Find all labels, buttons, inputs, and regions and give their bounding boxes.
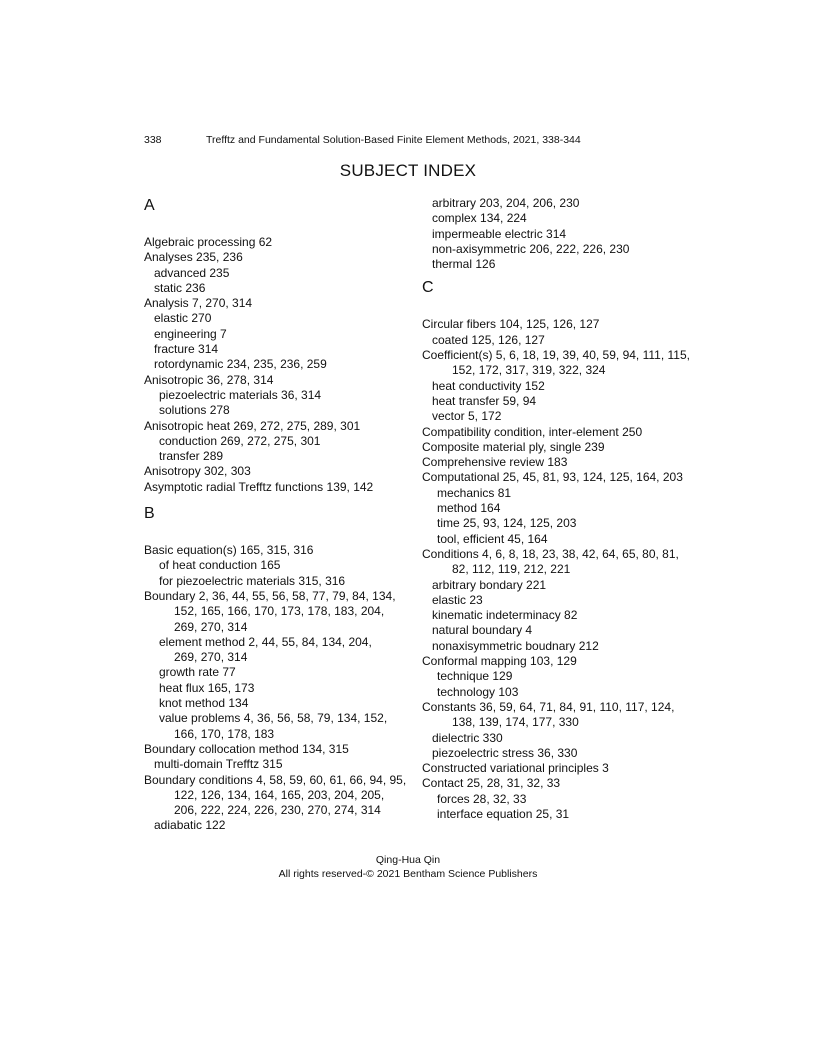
index-subentry: heat conductivity 152 xyxy=(432,378,545,393)
index-subentry: technology 103 xyxy=(437,684,519,699)
index-entry: Algebraic processing 62 xyxy=(144,235,273,249)
index-subentry: engineering 7 xyxy=(154,326,227,341)
index-subentry: complex 134, 224 xyxy=(432,211,527,226)
section-letter-b: B xyxy=(144,505,155,523)
index-column-right xyxy=(422,196,690,822)
index-entry: Anisotropy 302, 303 xyxy=(144,464,251,479)
index-subentry: elastic 270 xyxy=(154,311,212,326)
index-subentry: multi-domain Trefftz 315 xyxy=(154,757,283,772)
index-entry: Analysis 7, 270, 314 xyxy=(144,296,253,311)
page-title: SUBJECT INDEX xyxy=(339,161,477,180)
index-subentry: mechanics 81 xyxy=(437,485,512,500)
index-subentry: impermeable electric 314 xyxy=(432,226,567,241)
index-subentry: non-axisymmetric 206, 222, 226, 230 xyxy=(432,241,630,256)
index-subentry: elastic 23 xyxy=(432,592,483,607)
index-entry: Asymptotic radial Trefftz functions 139, 142 xyxy=(144,479,374,494)
index-subentry: adiabatic 122 xyxy=(154,818,226,833)
index-subentry: solutions 278 xyxy=(159,403,230,418)
page-number: 338 xyxy=(144,134,162,146)
index-subentry: advanced 235 xyxy=(154,265,230,280)
index-subentry: value problems 4, 36, 56, 58, 79, 134, 152, 166, 170, 178, 183 xyxy=(159,711,388,741)
index-subentry: nonaxisymmetric boudnary 212 xyxy=(432,638,599,653)
index-entry: Comprehensive review 183 xyxy=(422,455,568,470)
index-entry: Constants 36, 59, 64, 71, 84, 91, 110, 117, 124, 138, 139, 174, 177, 330 xyxy=(422,699,675,730)
running-title: Trefftz and Fundamental Solution-Based Finite Element Methods, 2021, 338-344 xyxy=(206,134,581,146)
index-entry: Anisotropic heat 269, 272, 275, 289, 301 xyxy=(144,418,361,433)
index-entry: Conformal mapping 103, 129 xyxy=(422,654,577,669)
index-entry: Boundary 2, 36, 44, 55, 56, 58, 77, 79, 84, 134, 152, 165, 166, 170, 173, 178, 183, 204, 269, 270, 314 xyxy=(144,588,396,634)
index-column-left xyxy=(144,196,407,834)
index-subentry: tool, efficient 45, 164 xyxy=(437,531,548,546)
index-subentry: vector 5, 172 xyxy=(432,409,502,424)
section-letter-a: A xyxy=(144,197,155,214)
index-entry: Analyses 235, 236 xyxy=(144,250,243,265)
index-entry: Boundary collocation method 134, 315 xyxy=(144,741,349,756)
index-entry: Boundary conditions 4, 58, 59, 60, 61, 66, 94, 95, 122, 126, 134, 164, 165, 203, 204, 205, 206, 222, 224, 226, 230, 270, 274, 314 xyxy=(144,772,407,818)
index-subentry: piezoelectric stress 36, 330 xyxy=(432,745,578,760)
index-subentry: growth rate 77 xyxy=(159,665,236,680)
footer-author: Qing-Hua Qin xyxy=(375,854,441,866)
index-entry: Constructed variational principles 3 xyxy=(422,761,609,776)
section-letter-c: C xyxy=(422,279,434,297)
index-entry: Basic equation(s) 165, 315, 316 xyxy=(144,543,314,558)
footer-rights: All rights reserved-© 2021 Bentham Science Publishers xyxy=(278,867,538,880)
index-entry: Composite material ply, single 239 xyxy=(422,439,605,454)
index-entry: Coefficient(s) 5, 6, 18, 19, 39, 40, 59, 94, 111, 115, 152, 172, 317, 319, 322, 324 xyxy=(422,348,690,378)
index-subentry: knot method 134 xyxy=(159,696,249,711)
index-entry: Compatibility condition, inter-element 250 xyxy=(422,424,643,439)
index-subentry: thermal 126 xyxy=(432,257,496,272)
index-subentry: static 236 xyxy=(154,280,206,295)
index-subentry: heat flux 165, 173 xyxy=(159,680,255,695)
index-subentry: element method 2, 44, 55, 84, 134, 204, 269, 270, 314 xyxy=(159,634,372,665)
index-subentry: time 25, 93, 124, 125, 203 xyxy=(437,516,577,531)
index-subentry: heat transfer 59, 94 xyxy=(432,393,537,408)
index-subentry: for piezoelectric materials 315, 316 xyxy=(159,573,346,588)
index-entry: Conditions 4, 6, 8, 18, 23, 38, 42, 64, 65, 80, 81, 82, 112, 119, 212, 221 xyxy=(422,546,679,577)
index-entry: Anisotropic 36, 278, 314 xyxy=(144,372,274,387)
index-subentry: coated 125, 126, 127 xyxy=(432,332,545,347)
index-subentry: arbitrary 203, 204, 206, 230 xyxy=(432,196,580,210)
index-entry: Circular fibers 104, 125, 126, 127 xyxy=(422,317,600,332)
index-subentry: technique 129 xyxy=(437,669,513,684)
index-subentry: fracture 314 xyxy=(154,342,219,357)
index-subentry: transfer 289 xyxy=(159,449,224,464)
page-footer xyxy=(0,854,816,881)
index-subentry: piezoelectric materials 36, 314 xyxy=(159,387,322,402)
index-subentry: dielectric 330 xyxy=(432,730,503,745)
index-subentry: forces 28, 32, 33 xyxy=(437,791,527,806)
index-subentry: rotordynamic 234, 235, 236, 259 xyxy=(154,357,327,372)
index-subentry: natural boundary 4 xyxy=(432,623,533,638)
index-entry: Contact 25, 28, 31, 32, 33 xyxy=(422,776,561,791)
index-subentry: kinematic indeterminacy 82 xyxy=(432,608,578,623)
index-subentry: arbitrary bondary 221 xyxy=(432,577,547,592)
index-subentry: of heat conduction 165 xyxy=(159,558,281,573)
index-subentry: method 164 xyxy=(437,501,501,516)
index-subentry: interface equation 25, 31 xyxy=(437,806,570,821)
index-entry: Computational 25, 45, 81, 93, 124, 125, 164, 203 xyxy=(422,470,683,485)
index-subentry: conduction 269, 272, 275, 301 xyxy=(159,433,321,448)
